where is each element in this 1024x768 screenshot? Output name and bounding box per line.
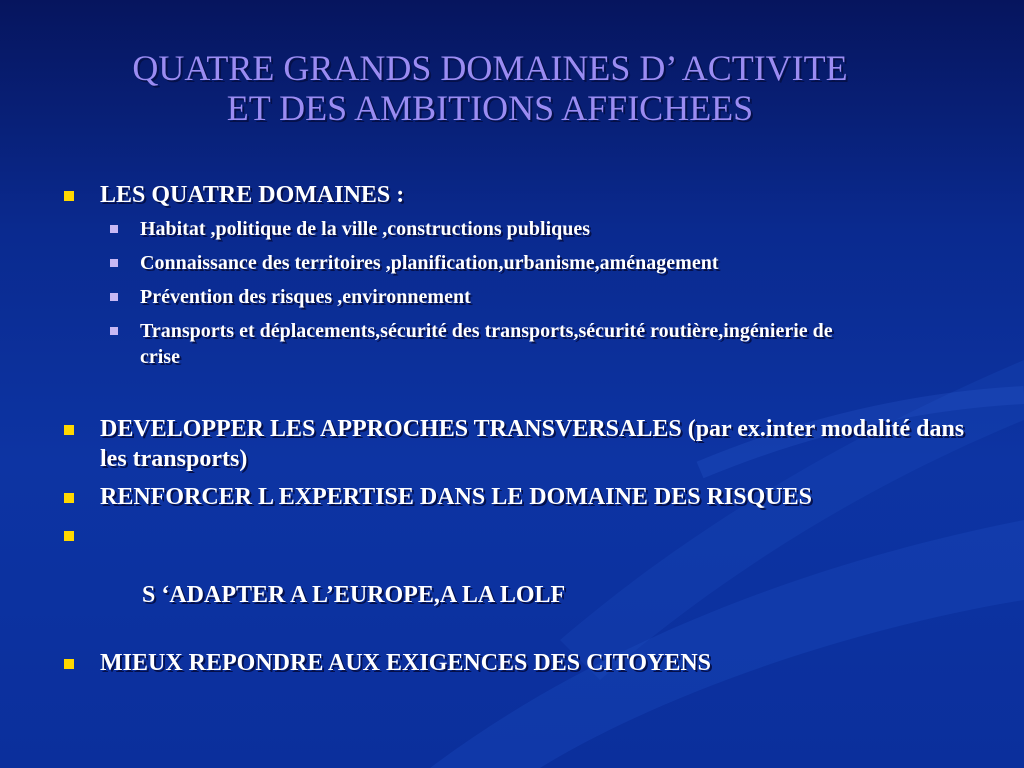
- bullet-item-ambition: [62, 520, 982, 640]
- sub-bullet-text: Connaissance des territoires ,planification,urbanisme,aménagement: [140, 252, 719, 274]
- square-bullet-icon: [110, 293, 118, 301]
- sub-bullet-text: Habitat ,politique de la ville ,constructions publiques: [140, 218, 591, 240]
- bullet-item-ambition: [62, 482, 982, 512]
- square-bullet-icon: [64, 493, 74, 503]
- title-line-2: ET DES AMBITIONS AFFICHEES: [226, 88, 754, 128]
- bullet-item-ambition: [62, 648, 982, 678]
- square-bullet-icon: [110, 327, 118, 335]
- bullet-text: RENFORCER L EXPERTISE DANS LE DOMAINE DES RISQUES: [100, 484, 812, 510]
- slide-body: [62, 180, 982, 678]
- bullet-text: LES QUATRE DOMAINES :: [100, 182, 405, 208]
- square-bullet-icon: [64, 659, 74, 669]
- sub-bullet-item: [108, 216, 982, 242]
- sub-bullet-item: [108, 284, 982, 310]
- title-line-1: QUATRE GRANDS DOMAINES D’ ACTIVITE: [132, 48, 848, 88]
- slide-title: [0, 48, 980, 128]
- square-bullet-icon: [64, 531, 74, 541]
- square-bullet-icon: [64, 425, 74, 435]
- square-bullet-icon: [110, 225, 118, 233]
- bullet-text: S ‘ADAPTER A L’EUROPE,A LA LOLF: [136, 582, 566, 608]
- bullet-text: MIEUX REPONDRE AUX EXIGENCES DES CITOYENS: [100, 650, 712, 676]
- sub-bullet-item: [108, 250, 982, 276]
- bullet-item-domains: [62, 180, 982, 210]
- bullet-text: DEVELOPPER LES APPROCHES TRANSVERSALES (par ex.inter modalité dans les transports): [100, 416, 965, 472]
- sub-bullet-text: Transports et déplacements,sécurité des transports,sécurité routière,ingénierie de crise: [140, 320, 833, 368]
- square-bullet-icon: [64, 191, 74, 201]
- sub-bullet-item: [108, 318, 860, 370]
- square-bullet-icon: [110, 259, 118, 267]
- bullet-item-ambition: [62, 414, 980, 474]
- sub-bullet-text: Prévention des risques ,environnement: [140, 286, 471, 308]
